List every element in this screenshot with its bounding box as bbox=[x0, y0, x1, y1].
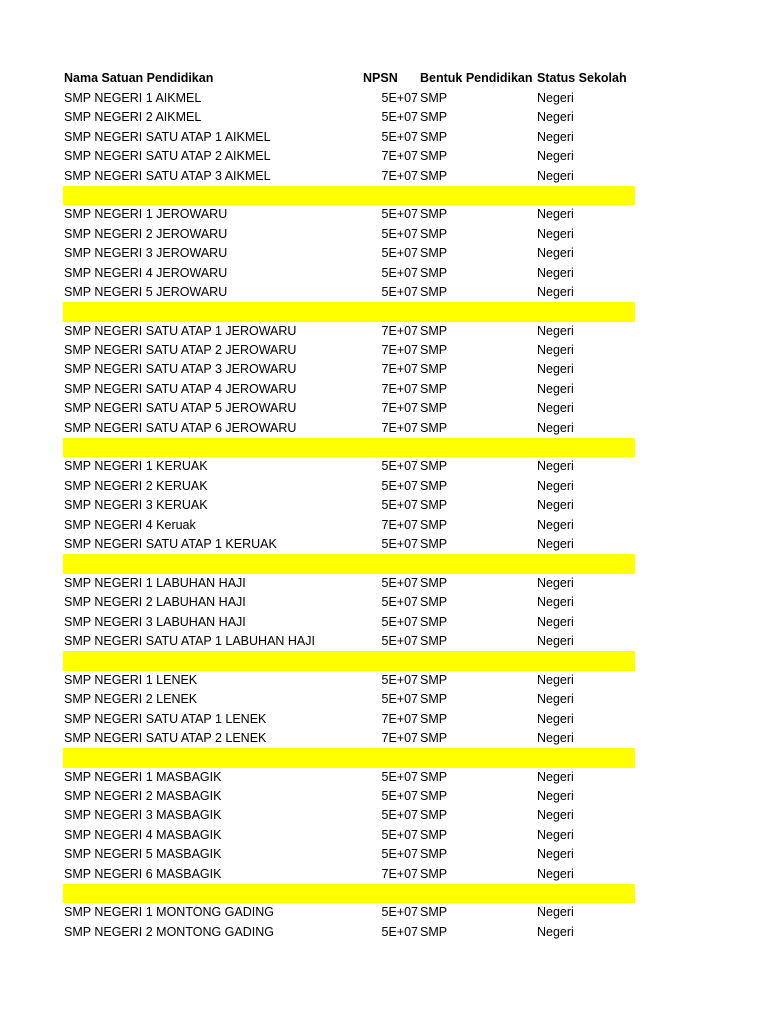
table-row bbox=[63, 516, 635, 535]
cell-npsn[interactable]: 5E+07 bbox=[381, 692, 418, 707]
cell-bentuk[interactable]: SMP bbox=[420, 866, 448, 881]
cell-npsn[interactable]: 7E+07 bbox=[381, 401, 418, 416]
cell-nama[interactable]: SMP NEGERI SATU ATAP 1 LABUHAN HAJI bbox=[64, 633, 315, 648]
cell-bentuk[interactable]: SMP bbox=[420, 401, 448, 416]
cell-npsn[interactable]: 5E+07 bbox=[381, 827, 418, 842]
table-row bbox=[63, 108, 635, 127]
cell-npsn[interactable]: 5E+07 bbox=[381, 633, 418, 648]
table-row bbox=[63, 205, 635, 224]
cell-status[interactable]: Negeri bbox=[537, 110, 574, 125]
cell-nama[interactable]: SMP NEGERI 4 JEROWARU bbox=[64, 265, 228, 280]
cell-status[interactable]: Negeri bbox=[537, 769, 574, 784]
cell-status[interactable]: Negeri bbox=[537, 536, 574, 551]
cell-bentuk[interactable]: SMP bbox=[420, 381, 448, 396]
cell-status[interactable]: Negeri bbox=[537, 808, 574, 823]
table-row bbox=[63, 244, 635, 263]
table-row bbox=[63, 806, 635, 825]
cell-bentuk[interactable]: SMP bbox=[420, 789, 448, 804]
cell-npsn[interactable]: 7E+07 bbox=[381, 362, 418, 377]
cell-status[interactable]: Negeri bbox=[537, 265, 574, 280]
table-row bbox=[63, 225, 635, 244]
cell-bentuk[interactable]: SMP bbox=[420, 478, 448, 493]
cell-nama[interactable]: SMP NEGERI 3 KERUAK bbox=[64, 498, 208, 513]
cell-npsn[interactable]: 7E+07 bbox=[381, 866, 418, 881]
cell-nama[interactable]: SMP NEGERI SATU ATAP 2 JEROWARU bbox=[64, 343, 297, 358]
table-body bbox=[63, 89, 635, 942]
table-row bbox=[63, 477, 635, 496]
cell-npsn[interactable]: 5E+07 bbox=[381, 459, 418, 474]
cell-status[interactable]: Negeri bbox=[537, 284, 574, 299]
cell-npsn[interactable]: 5E+07 bbox=[381, 789, 418, 804]
header-nama-satuan-pendidikan[interactable]: Nama Satuan Pendidikan bbox=[64, 71, 214, 85]
table-row bbox=[63, 865, 635, 884]
cell-nama[interactable]: SMP NEGERI 1 LENEK bbox=[64, 672, 198, 687]
cell-bentuk[interactable]: SMP bbox=[420, 672, 448, 687]
cell-bentuk[interactable]: SMP bbox=[420, 129, 448, 144]
cell-bentuk[interactable]: SMP bbox=[420, 905, 448, 920]
table-row bbox=[63, 360, 635, 379]
cell-npsn[interactable]: 7E+07 bbox=[381, 517, 418, 532]
cell-npsn[interactable]: 5E+07 bbox=[381, 265, 418, 280]
cell-bentuk[interactable]: SMP bbox=[420, 769, 448, 784]
highlighted-separator-row[interactable] bbox=[63, 748, 635, 767]
table-row bbox=[63, 903, 635, 922]
cell-nama[interactable]: SMP NEGERI SATU ATAP 3 AIKMEL bbox=[64, 168, 271, 183]
cell-npsn[interactable]: 5E+07 bbox=[381, 226, 418, 241]
cell-bentuk[interactable]: SMP bbox=[420, 847, 448, 862]
cell-bentuk[interactable]: SMP bbox=[420, 924, 448, 939]
cell-npsn[interactable]: 5E+07 bbox=[381, 246, 418, 261]
cell-bentuk[interactable]: SMP bbox=[420, 284, 448, 299]
cell-nama[interactable]: SMP NEGERI 1 LABUHAN HAJI bbox=[64, 575, 246, 590]
highlighted-separator-row[interactable] bbox=[63, 186, 635, 205]
cell-status[interactable]: Negeri bbox=[537, 730, 574, 745]
cell-npsn[interactable]: 5E+07 bbox=[381, 129, 418, 144]
cell-npsn[interactable]: 7E+07 bbox=[381, 343, 418, 358]
cell-npsn[interactable]: 5E+07 bbox=[381, 672, 418, 687]
cell-status[interactable]: Negeri bbox=[537, 633, 574, 648]
cell-bentuk[interactable]: SMP bbox=[420, 323, 448, 338]
cell-status[interactable]: Negeri bbox=[537, 478, 574, 493]
cell-npsn[interactable]: 5E+07 bbox=[381, 769, 418, 784]
cell-status[interactable]: Negeri bbox=[537, 847, 574, 862]
table-row bbox=[63, 574, 635, 593]
cell-npsn[interactable]: 5E+07 bbox=[381, 498, 418, 513]
cell-bentuk[interactable]: SMP bbox=[420, 168, 448, 183]
cell-bentuk[interactable]: SMP bbox=[420, 595, 448, 610]
cell-bentuk[interactable]: SMP bbox=[420, 808, 448, 823]
cell-npsn[interactable]: 5E+07 bbox=[381, 808, 418, 823]
cell-nama[interactable]: SMP NEGERI 1 AIKMEL bbox=[64, 91, 202, 105]
highlighted-separator-row[interactable] bbox=[63, 884, 635, 903]
cell-npsn[interactable]: 5E+07 bbox=[381, 536, 418, 551]
cell-npsn[interactable]: 5E+07 bbox=[381, 595, 418, 610]
table-row bbox=[63, 671, 635, 690]
cell-status[interactable]: Negeri bbox=[537, 343, 574, 358]
cell-status[interactable]: Negeri bbox=[537, 595, 574, 610]
cell-nama[interactable]: SMP NEGERI 2 AIKMEL bbox=[64, 110, 202, 125]
highlighted-separator-row[interactable] bbox=[63, 651, 635, 670]
cell-nama[interactable]: SMP NEGERI 1 MASBAGIK bbox=[64, 769, 222, 784]
cell-status[interactable]: Negeri bbox=[537, 149, 574, 164]
cell-status[interactable]: Negeri bbox=[537, 323, 574, 338]
cell-bentuk[interactable]: SMP bbox=[420, 343, 448, 358]
table-row bbox=[63, 632, 635, 651]
cell-bentuk[interactable]: SMP bbox=[420, 692, 448, 707]
cell-nama[interactable]: SMP NEGERI 2 LENEK bbox=[64, 692, 198, 707]
cell-npsn[interactable]: 7E+07 bbox=[381, 149, 418, 164]
table-row bbox=[63, 128, 635, 147]
cell-status[interactable]: Negeri bbox=[537, 168, 574, 183]
cell-npsn[interactable]: 7E+07 bbox=[381, 323, 418, 338]
cell-nama[interactable]: SMP NEGERI 4 MASBAGIK bbox=[64, 827, 222, 842]
table-row bbox=[63, 729, 635, 748]
cell-nama[interactable]: SMP NEGERI 2 JEROWARU bbox=[64, 226, 228, 241]
cell-nama[interactable]: SMP NEGERI SATU ATAP 1 LENEK bbox=[64, 711, 267, 726]
table-row bbox=[63, 923, 635, 942]
spreadsheet-table bbox=[63, 68, 635, 942]
cell-bentuk[interactable]: SMP bbox=[420, 246, 448, 261]
cell-status[interactable]: Negeri bbox=[537, 789, 574, 804]
cell-status[interactable]: Negeri bbox=[537, 91, 574, 105]
table-row bbox=[63, 710, 635, 729]
table-row bbox=[63, 826, 635, 845]
header-npsn[interactable]: NPSN bbox=[363, 71, 398, 85]
cell-nama[interactable]: SMP NEGERI 5 JEROWARU bbox=[64, 284, 228, 299]
table-row bbox=[63, 787, 635, 806]
table-row bbox=[63, 89, 635, 108]
cell-nama[interactable]: SMP NEGERI 2 LABUHAN HAJI bbox=[64, 595, 246, 610]
cell-status[interactable]: Negeri bbox=[537, 362, 574, 377]
cell-bentuk[interactable]: SMP bbox=[420, 91, 448, 105]
table-row bbox=[63, 496, 635, 515]
table-row bbox=[63, 167, 635, 186]
table-row bbox=[63, 322, 635, 341]
cell-bentuk[interactable]: SMP bbox=[420, 362, 448, 377]
table-row bbox=[63, 845, 635, 864]
highlighted-separator-row[interactable] bbox=[63, 302, 635, 321]
cell-nama[interactable]: SMP NEGERI SATU ATAP 1 KERUAK bbox=[64, 536, 277, 551]
cell-status[interactable]: Negeri bbox=[537, 866, 574, 881]
cell-npsn[interactable]: 5E+07 bbox=[381, 905, 418, 920]
cell-npsn[interactable]: 5E+07 bbox=[381, 110, 418, 125]
table-row bbox=[63, 399, 635, 418]
cell-status[interactable]: Negeri bbox=[537, 420, 574, 435]
cell-bentuk[interactable]: SMP bbox=[420, 633, 448, 648]
cell-nama[interactable]: SMP NEGERI 6 MASBAGIK bbox=[64, 866, 222, 881]
cell-bentuk[interactable]: SMP bbox=[420, 420, 448, 435]
highlighted-separator-row[interactable] bbox=[63, 438, 635, 457]
cell-status[interactable]: Negeri bbox=[537, 498, 574, 513]
table-row bbox=[63, 768, 635, 787]
cell-nama[interactable]: SMP NEGERI 3 LABUHAN HAJI bbox=[64, 614, 246, 629]
cell-status[interactable]: Negeri bbox=[537, 924, 574, 939]
cell-nama[interactable]: SMP NEGERI 1 JEROWARU bbox=[64, 207, 228, 222]
header-status-sekolah[interactable]: Status Sekolah bbox=[537, 71, 627, 85]
cell-nama[interactable]: SMP NEGERI SATU ATAP 2 AIKMEL bbox=[64, 149, 271, 164]
cell-npsn[interactable]: 7E+07 bbox=[381, 381, 418, 396]
header-bentuk-pendidikan[interactable]: Bentuk Pendidikan bbox=[420, 71, 533, 85]
cell-bentuk[interactable]: SMP bbox=[420, 827, 448, 842]
cell-status[interactable]: Negeri bbox=[537, 459, 574, 474]
cell-bentuk[interactable]: SMP bbox=[420, 711, 448, 726]
cell-nama[interactable]: SMP NEGERI SATU ATAP 5 JEROWARU bbox=[64, 401, 297, 416]
cell-status[interactable]: Negeri bbox=[537, 517, 574, 532]
table-row bbox=[63, 341, 635, 360]
cell-bentuk[interactable]: SMP bbox=[420, 207, 448, 222]
cell-nama[interactable]: SMP NEGERI 2 KERUAK bbox=[64, 478, 208, 493]
cell-npsn[interactable]: 7E+07 bbox=[381, 420, 418, 435]
cell-status[interactable]: Negeri bbox=[537, 827, 574, 842]
cell-status[interactable]: Negeri bbox=[537, 692, 574, 707]
cell-bentuk[interactable]: SMP bbox=[420, 459, 448, 474]
cell-npsn[interactable]: 5E+07 bbox=[381, 575, 418, 590]
cell-bentuk[interactable]: SMP bbox=[420, 575, 448, 590]
cell-status[interactable]: Negeri bbox=[537, 672, 574, 687]
cell-nama[interactable]: SMP NEGERI SATU ATAP 6 JEROWARU bbox=[64, 420, 297, 435]
cell-bentuk[interactable]: SMP bbox=[420, 614, 448, 629]
cell-bentuk[interactable]: SMP bbox=[420, 730, 448, 745]
cell-nama[interactable]: SMP NEGERI 4 Keruak bbox=[64, 517, 196, 532]
cell-bentuk[interactable]: SMP bbox=[420, 265, 448, 280]
cell-nama[interactable]: SMP NEGERI 2 MONTONG GADING bbox=[64, 924, 274, 939]
cell-npsn[interactable]: 5E+07 bbox=[381, 284, 418, 299]
cell-npsn[interactable]: 7E+07 bbox=[381, 168, 418, 183]
cell-nama[interactable]: SMP NEGERI 3 MASBAGIK bbox=[64, 808, 222, 823]
cell-npsn[interactable]: 5E+07 bbox=[381, 91, 418, 105]
cell-npsn[interactable]: 7E+07 bbox=[381, 711, 418, 726]
cell-nama[interactable]: SMP NEGERI SATU ATAP 3 JEROWARU bbox=[64, 362, 297, 377]
cell-bentuk[interactable]: SMP bbox=[420, 110, 448, 125]
table-row bbox=[63, 380, 635, 399]
cell-bentuk[interactable]: SMP bbox=[420, 498, 448, 513]
cell-nama[interactable]: SMP NEGERI 2 MASBAGIK bbox=[64, 789, 222, 804]
cell-status[interactable]: Negeri bbox=[537, 711, 574, 726]
cell-status[interactable]: Negeri bbox=[537, 575, 574, 590]
table-row bbox=[63, 264, 635, 283]
cell-status[interactable]: Negeri bbox=[537, 614, 574, 629]
table-row bbox=[63, 457, 635, 476]
table-row bbox=[63, 613, 635, 632]
table-row bbox=[63, 283, 635, 302]
cell-nama[interactable]: SMP NEGERI 1 MONTONG GADING bbox=[64, 905, 274, 920]
cell-nama[interactable]: SMP NEGERI SATU ATAP 1 AIKMEL bbox=[64, 129, 271, 144]
cell-bentuk[interactable]: SMP bbox=[420, 226, 448, 241]
table-row bbox=[63, 419, 635, 438]
cell-bentuk[interactable]: SMP bbox=[420, 517, 448, 532]
cell-bentuk[interactable]: SMP bbox=[420, 536, 448, 551]
cell-npsn[interactable]: 5E+07 bbox=[381, 924, 418, 939]
cell-npsn[interactable]: 5E+07 bbox=[381, 847, 418, 862]
cell-npsn[interactable]: 7E+07 bbox=[381, 730, 418, 745]
cell-status[interactable]: Negeri bbox=[537, 401, 574, 416]
table-row bbox=[63, 690, 635, 709]
cell-bentuk[interactable]: SMP bbox=[420, 149, 448, 164]
cell-status[interactable]: Negeri bbox=[537, 246, 574, 261]
cell-nama[interactable]: SMP NEGERI SATU ATAP 4 JEROWARU bbox=[64, 381, 297, 396]
cell-nama[interactable]: SMP NEGERI 5 MASBAGIK bbox=[64, 847, 222, 862]
cell-status[interactable]: Negeri bbox=[537, 381, 574, 396]
table-row bbox=[63, 535, 635, 554]
cell-nama[interactable]: SMP NEGERI 1 KERUAK bbox=[64, 459, 208, 474]
cell-status[interactable]: Negeri bbox=[537, 129, 574, 144]
table-row bbox=[63, 593, 635, 612]
cell-status[interactable]: Negeri bbox=[537, 905, 574, 920]
cell-npsn[interactable]: 5E+07 bbox=[381, 478, 418, 493]
cell-status[interactable]: Negeri bbox=[537, 207, 574, 222]
cell-npsn[interactable]: 5E+07 bbox=[381, 614, 418, 629]
cell-status[interactable]: Negeri bbox=[537, 226, 574, 241]
cell-nama[interactable]: SMP NEGERI SATU ATAP 1 JEROWARU bbox=[64, 323, 297, 338]
cell-nama[interactable]: SMP NEGERI 3 JEROWARU bbox=[64, 246, 228, 261]
highlighted-separator-row[interactable] bbox=[63, 554, 635, 573]
table-header bbox=[63, 68, 635, 89]
cell-npsn[interactable]: 5E+07 bbox=[381, 207, 418, 222]
table-row bbox=[63, 147, 635, 166]
cell-nama[interactable]: SMP NEGERI SATU ATAP 2 LENEK bbox=[64, 730, 267, 745]
